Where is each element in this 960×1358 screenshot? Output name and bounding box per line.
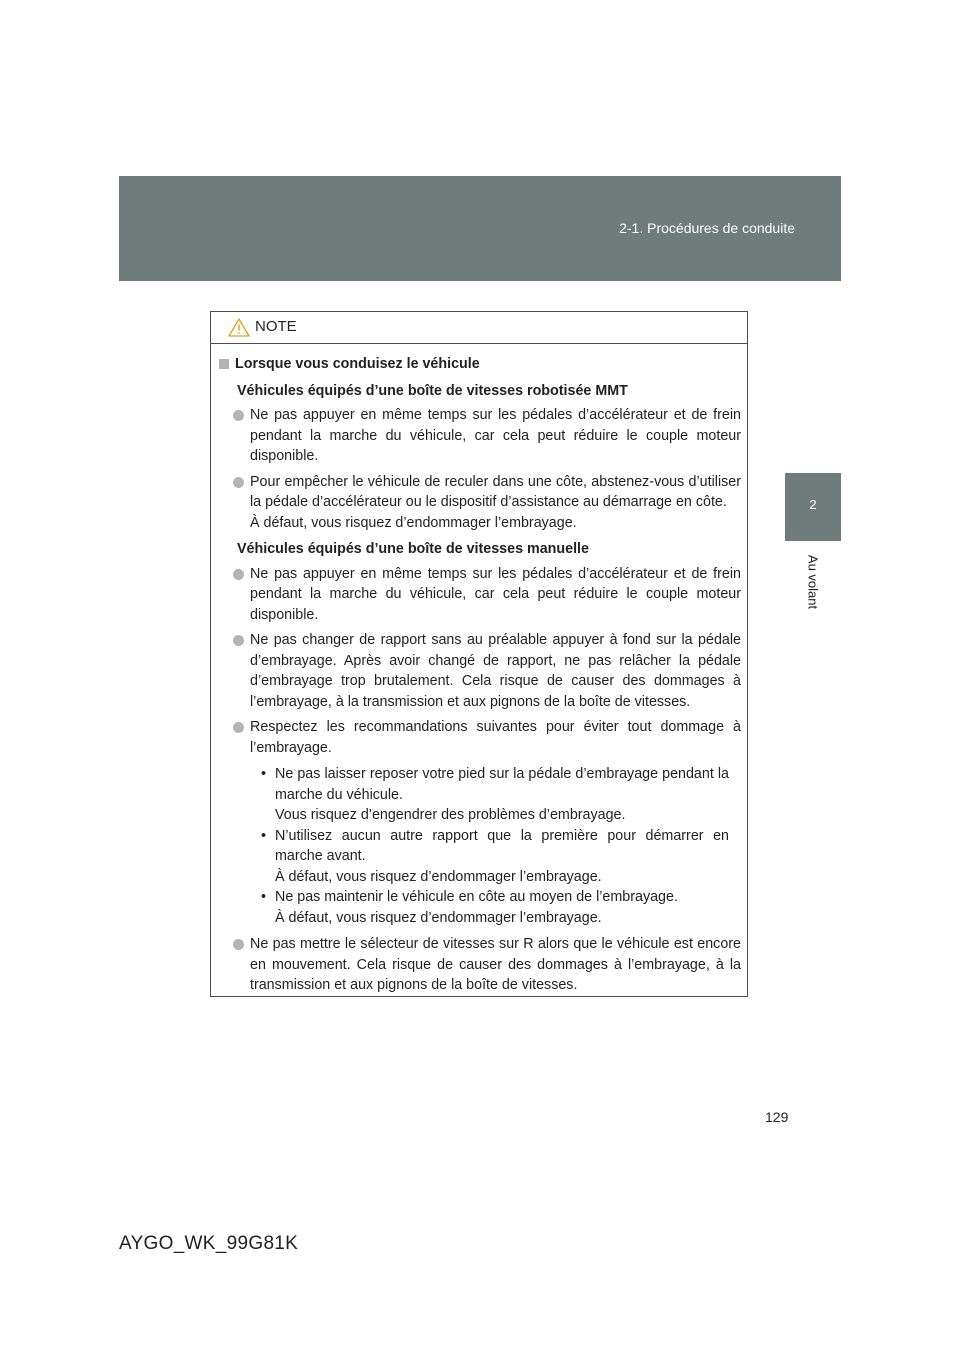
sub-list-item: [261, 764, 729, 826]
bullet-text: Ne pas changer de rapport sans au préalable appuyer à fond sur la pédale d’embrayage. Après avoir changé de rapport, ne pas relâcher la pédale d’embrayage trop brutalement. Cela risque de causer des dommages à l’embrayage, à la transmission et aux pignons de la boîte de vitesses.: [250, 632, 741, 710]
chapter-label: Au volant: [805, 554, 821, 610]
note-body: [211, 344, 747, 996]
bullet-text: Respectez les recommandations suivantes pour éviter tout dommage à l’embrayage.: [250, 719, 741, 756]
note-header: [211, 312, 747, 344]
bullet-text: Ne pas mettre le sélecteur de vitesses sur R alors que le véhicule est encore en mouvement. Cela risque de causer des dommages à l’embrayage, à la transmission et aux pignons de la boîte de vitesses.: [250, 936, 741, 993]
sub-list-item: [261, 887, 729, 928]
dot-bullet-icon: [233, 635, 244, 646]
chapter-number: 2: [809, 497, 817, 512]
small-dot-icon: •: [261, 827, 267, 844]
list-item: [233, 564, 741, 626]
small-dot-icon: •: [261, 766, 267, 782]
list-item: [233, 630, 741, 712]
footer-code: AYGO_WK_99G81K: [119, 1233, 299, 1254]
dot-bullet-icon: [233, 939, 244, 950]
chapter-tab: [785, 473, 841, 541]
subheading-manual: Véhicules équipés d’une boîte de vitesses manuelle: [237, 541, 589, 557]
sub-item-text: N’utilisez aucun autre rapport que la première pour démarrer en marche avant. À défaut, vous risquez d’endommager l’embrayage.: [275, 827, 729, 885]
sub-list: [261, 764, 741, 928]
list-item: [233, 934, 741, 996]
note-heading: [219, 354, 741, 375]
list-item: [233, 405, 741, 467]
warning-icon: [228, 318, 250, 337]
bullet-text: Ne pas appuyer en même temps sur les pédales d’accélérateur et de frein pendant la marche du véhicule, car cela peut réduire le couple moteur disponible.: [250, 407, 741, 464]
list-item: [233, 717, 741, 758]
note-heading-text: Lorsque vous conduisez le véhicule: [235, 356, 480, 372]
subheading-mmt: Véhicules équipés d’une boîte de vitesses robotisée MMT: [237, 382, 628, 399]
sub-item-text: Ne pas laisser reposer votre pied sur la pédale d’embrayage pendant la marche du véhicule. Vous risquez d’engendrer des problèmes d’embrayage.: [275, 766, 729, 823]
sub-item-text: Ne pas maintenir le véhicule en côte au moyen de l’embrayage. À défaut, vous risquez d’endommager l’embrayage.: [275, 889, 678, 926]
note-title: NOTE: [255, 318, 297, 335]
sub-list-item: [261, 826, 729, 888]
bullet-text: Pour empêcher le véhicule de reculer dans une côte, abstenez-vous d’utiliser la pédale d’accélérateur ou le dispositif d’assistance au démarrage en côte. À défaut, vous risquez d’endommager l’embrayage.: [250, 473, 741, 531]
dot-bullet-icon: [233, 569, 244, 580]
dot-bullet-icon: [233, 722, 244, 733]
section-title: 2-1. Procédures de conduite: [619, 220, 795, 236]
dot-bullet-icon: [233, 477, 244, 488]
header-band: [119, 176, 841, 281]
bullet-text: Ne pas appuyer en même temps sur les pédales d’accélérateur et de frein pendant la marche du véhicule, car cela peut réduire le couple moteur disponible.: [250, 565, 741, 623]
list-item: [233, 472, 741, 534]
dot-bullet-icon: [233, 410, 244, 421]
note-box: [210, 311, 748, 997]
page-number: 129: [765, 1109, 789, 1125]
square-bullet-icon: [219, 359, 229, 369]
small-dot-icon: •: [261, 889, 267, 905]
